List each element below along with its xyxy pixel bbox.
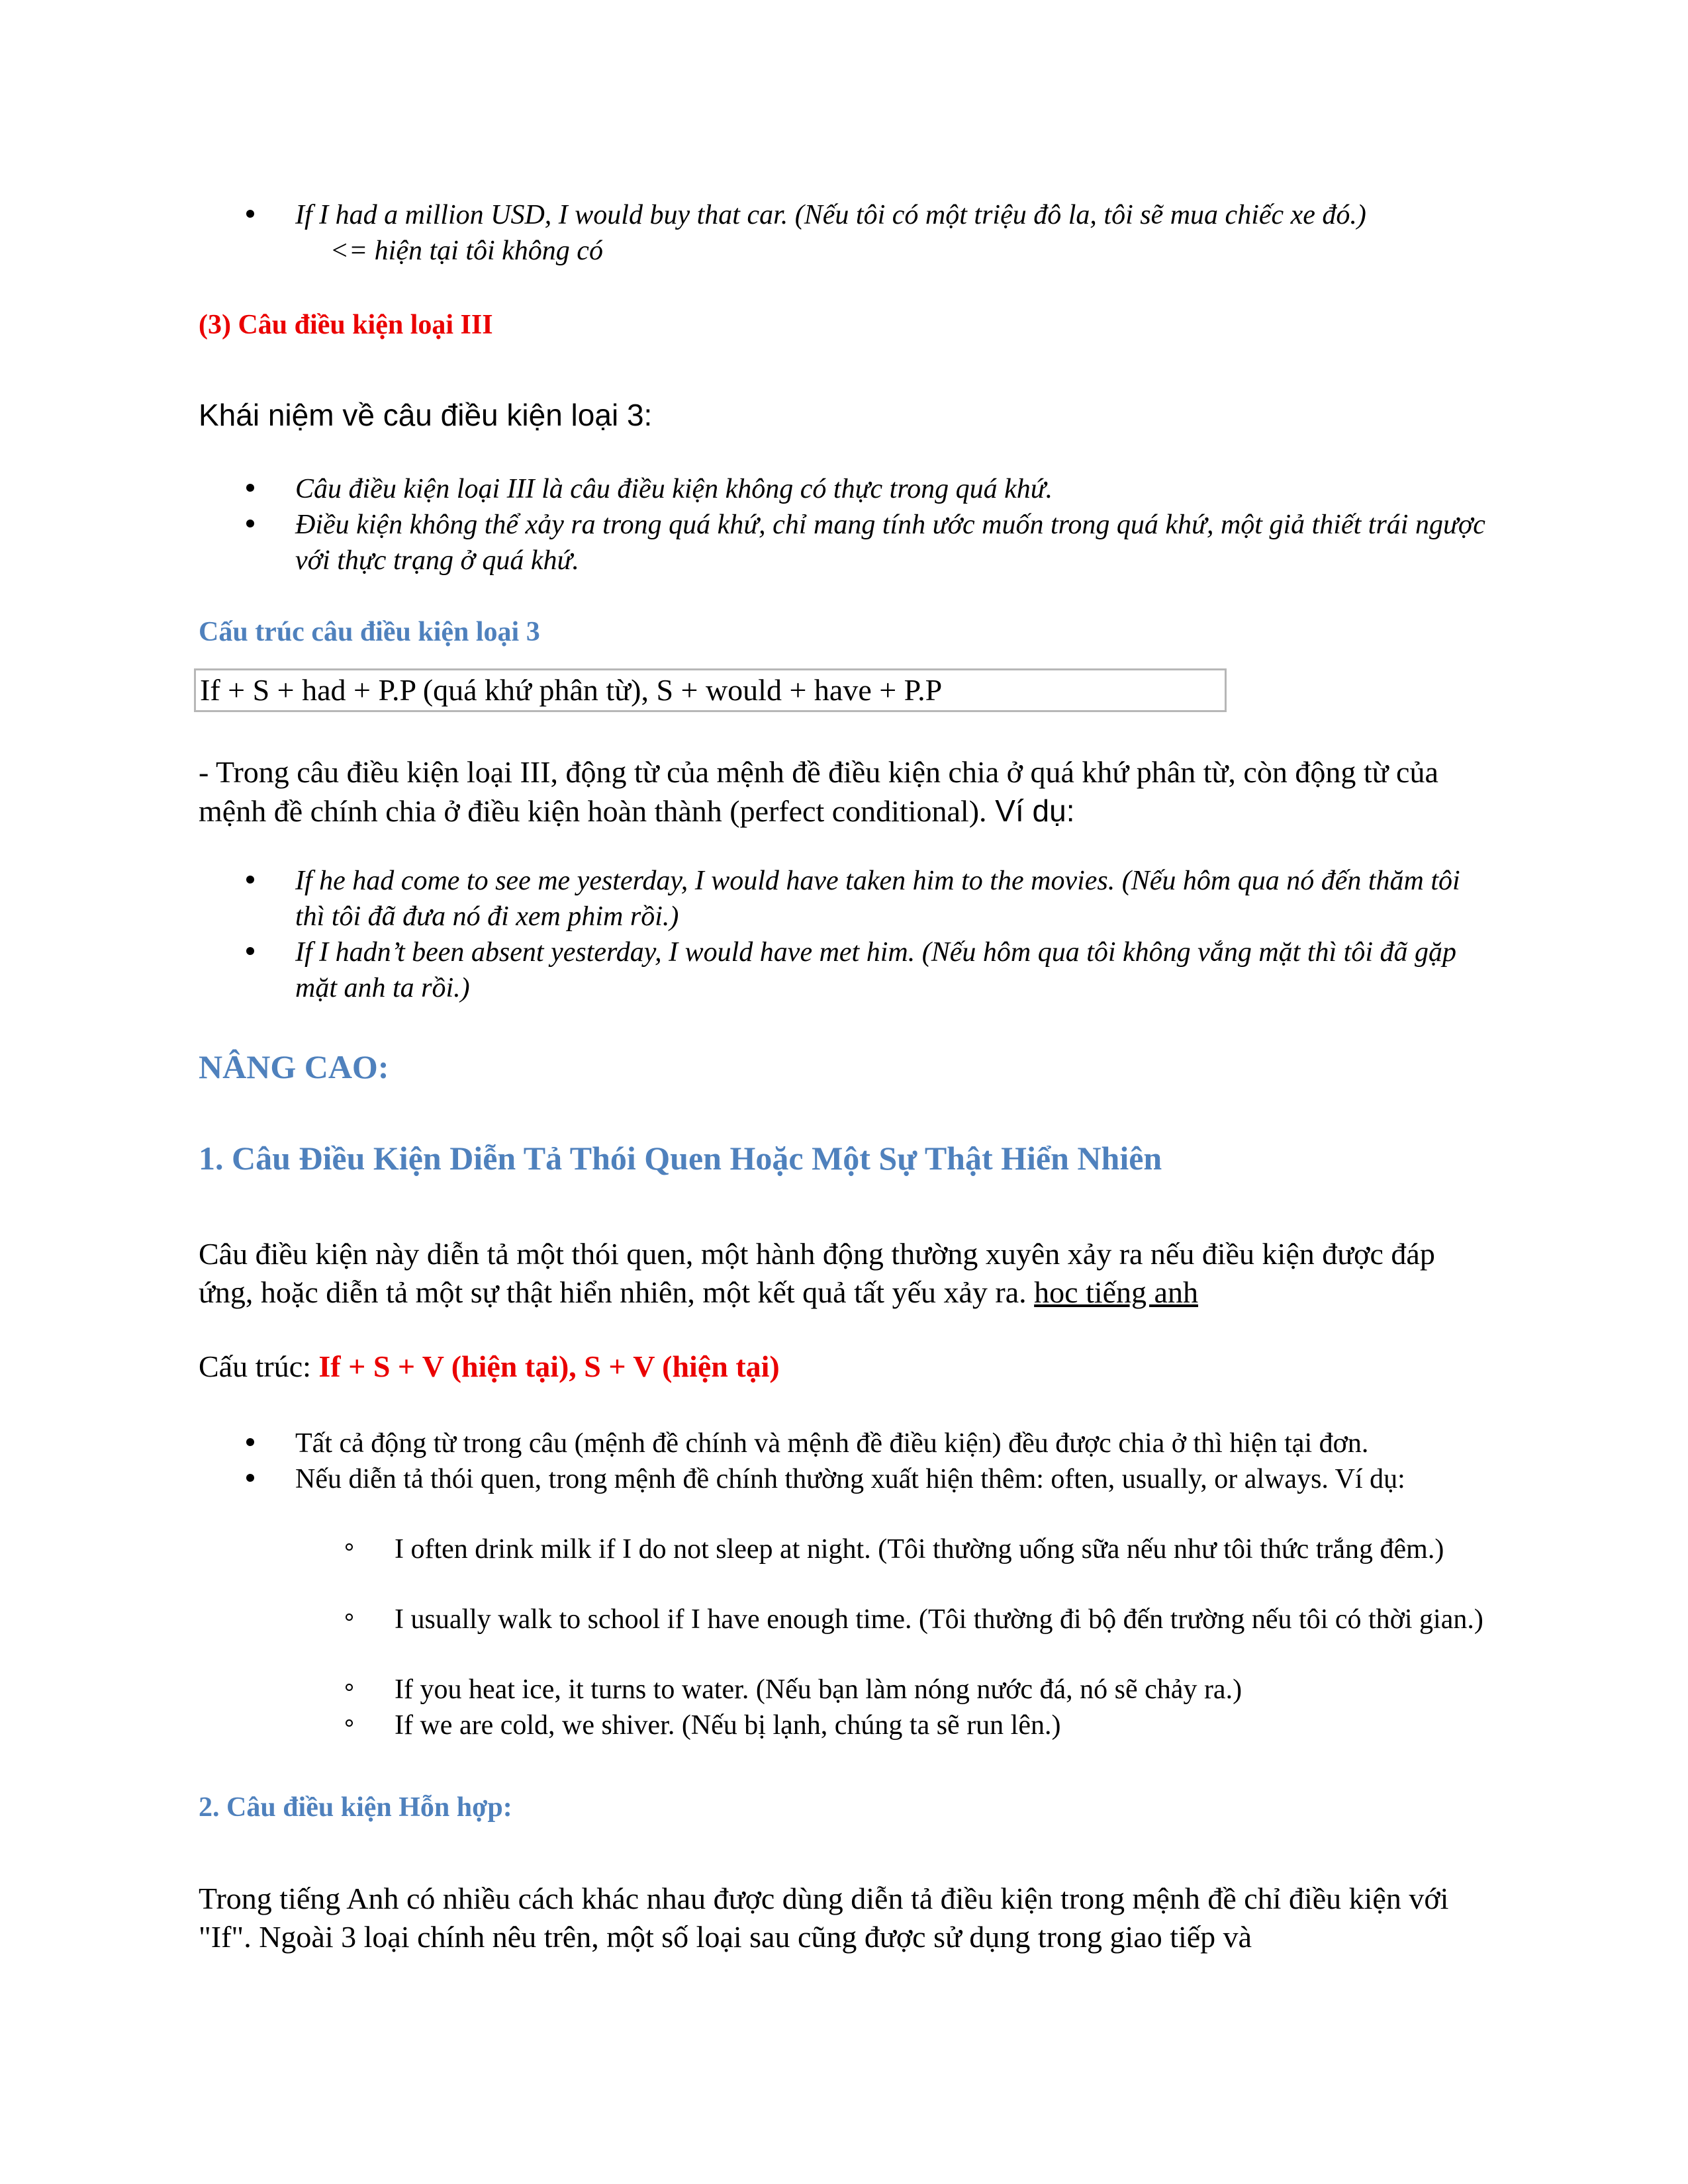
bullet-icon	[246, 210, 254, 218]
section1-structure	[199, 1347, 1496, 1386]
concept-bullet-1: Câu điều kiện loại III là câu điều kiện không có thực trong quá khứ.	[295, 474, 1053, 504]
section2-paragraph: Trong tiếng Anh có nhiều cách khác nhau được dùng diễn tả điều kiện trong mệnh đề chỉ điều kiện với "If". Ngoài 3 loại chính nêu trên, một số loại sau cũng được sử dụng trong giao tiếp và	[199, 1882, 1449, 1954]
circle-bullet-icon	[346, 1719, 353, 1727]
concept-label: Khái niệm về câu điều kiện loại 3:	[199, 398, 653, 432]
section1-bullet-2: Nếu diễn tả thói quen, trong mệnh đề chính thường xuất hiện thêm: often, usually, or always. Ví dụ:	[295, 1464, 1405, 1494]
example-1: If he had come to see me yesterday, I would have taken him to the movies. (Nếu hôm qua nó đến thăm tôi thì tôi đã đưa nó đi xem phim rồi.)	[295, 866, 1460, 932]
structure-formula-red: If + S + V (hiện tại), S + V (hiện tại)	[318, 1349, 780, 1383]
section1-bullet-1: Tất cả động từ trong câu (mệnh đề chính và mệnh đề điều kiện) đều được chia ở thì hiện tại đơn.	[295, 1428, 1369, 1459]
structure-label: Cấu trúc:	[199, 1349, 319, 1383]
advanced-heading: NÂNG CAO:	[199, 1048, 389, 1085]
section2-heading: 2. Câu điều kiện Hỗn hợp:	[199, 1792, 512, 1823]
example-2: If I hadn’t been absent yesterday, I would have met him. (Nếu hôm qua tôi không vắng mặt thì tôi đã gặp mặt anh ta rồi.)	[295, 937, 1456, 1003]
type3-heading: (3) Câu điều kiện loại III	[199, 310, 493, 340]
bullet-icon	[246, 1438, 254, 1446]
circle-bullet-icon	[346, 1614, 353, 1621]
explanation-text: - Trong câu điều kiện loại III, động từ của mệnh đề điều kiện chia ở quá khứ phân từ, còn động từ của mệnh đề chính chia ở điều kiện hoàn thành (perfect conditional).	[199, 755, 1438, 828]
structure-formula: If + S + had + P.P (quá khứ phân từ), S + would + have + P.P	[200, 673, 943, 707]
section1-paragraph	[199, 1235, 1496, 1312]
bullet-icon	[246, 947, 254, 955]
concept-bullet-2: Điều kiện không thể xảy ra trong quá khứ, chỉ mang tính ước muốn trong quá khứ, một giả thiết trái ngược với thực trạng ở quá khứ.	[295, 510, 1485, 576]
circle-bullet-icon	[346, 1684, 353, 1691]
hoc-tieng-anh-link[interactable]: hoc tiếng anh	[1034, 1275, 1198, 1309]
section1-text: Câu điều kiện này diễn tả một thói quen, một hành động thường xuyên xảy ra nếu điều kiện được đáp ứng, hoặc diễn tả một sự thật hiển nhiên, một kết quả tất yếu xảy ra.	[199, 1237, 1435, 1309]
bullet-icon	[246, 1474, 254, 1482]
example-note: <= hiện tại tôi không có	[295, 236, 603, 266]
habit-example-4: If we are cold, we shiver. (Nếu bị lạnh, chúng ta sẽ run lên.)	[395, 1710, 1061, 1741]
habit-example-1: I often drink milk if I do not sleep at night. (Tôi thường uống sữa nếu như tôi thức trắng đêm.)	[395, 1534, 1444, 1565]
explanation-paragraph	[199, 753, 1496, 831]
circle-bullet-icon	[346, 1543, 353, 1551]
explanation-tail: Ví dụ:	[986, 794, 1075, 828]
bullet-icon	[246, 484, 254, 492]
section1-heading: 1. Câu Điều Kiện Diễn Tả Thói Quen Hoặc Một Sự Thật Hiển Nhiên	[199, 1140, 1162, 1177]
structure-formula-box	[194, 668, 1227, 712]
bullet-icon	[246, 876, 254, 884]
habit-example-3: If you heat ice, it turns to water. (Nếu bạn làm nóng nước đá, nó sẽ chảy ra.)	[395, 1674, 1243, 1705]
example-sentence: If I had a million USD, I would buy that car. (Nếu tôi có một triệu đô la, tôi sẽ mua chiếc xe đó.)	[295, 200, 1366, 230]
habit-example-2: I usually walk to school if I have enough time. (Tôi thường đi bộ đến trường nếu tôi có thời gian.)	[395, 1604, 1483, 1635]
bullet-icon	[246, 520, 254, 527]
structure-heading: Cấu trúc câu điều kiện loại 3	[199, 617, 540, 647]
